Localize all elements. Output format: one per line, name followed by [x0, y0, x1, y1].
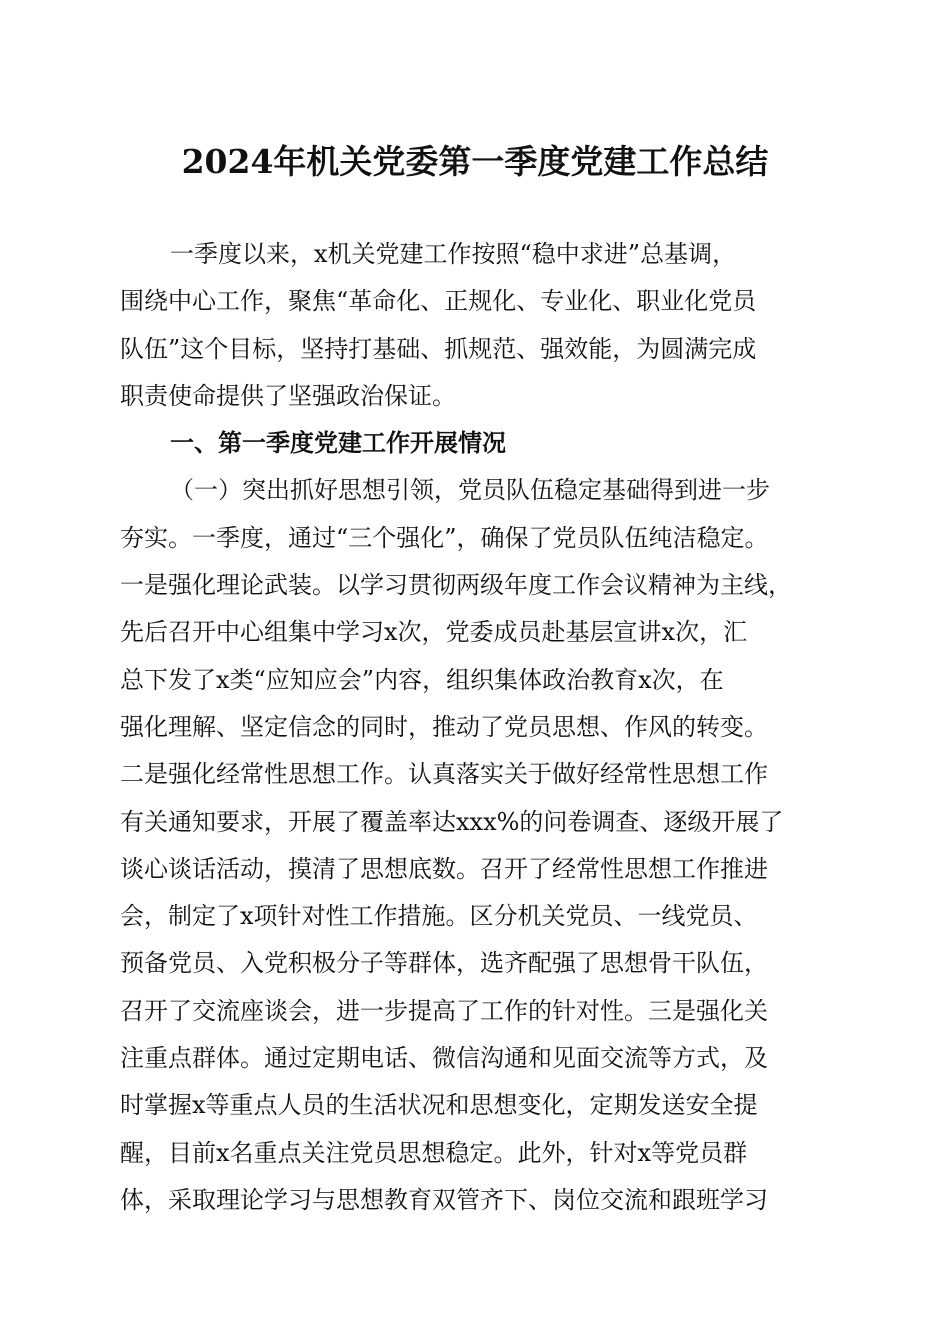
- paragraph-line: 预备党员、入党积极分子等群体，选齐配强了思想骨干队伍，: [120, 949, 768, 978]
- paragraph-line: 职责使命提供了坚强政治保证。: [120, 381, 456, 410]
- paragraph-line: 二是强化经常性思想工作。认真落实关于做好经常性思想工作: [120, 760, 768, 789]
- document-body: [120, 231, 835, 1224]
- paragraph-line: 时掌握x等重点人员的生活状况和思想变化，定期发送安全提: [120, 1091, 758, 1120]
- paragraph-line: （一）突出抓好思想引领，党员队伍稳定基础得到进一步: [170, 476, 770, 505]
- paragraph-line: 注重点群体。通过定期电话、微信沟通和见面交流等方式，及: [120, 1044, 768, 1073]
- paragraph-line: 体，采取理论学习与思想教育双管齐下、岗位交流和跟班学习: [120, 1185, 768, 1214]
- paragraph-line: 醒，目前x名重点关注党员思想稳定。此外，针对x等党员群: [120, 1138, 748, 1167]
- paragraph-line: 谈心谈话活动，摸清了思想底数。召开了经常性思想工作推进: [120, 854, 768, 883]
- paragraph-line: 一季度以来，x机关党建工作按照“稳中求进”总基调，: [170, 240, 737, 268]
- paragraph-line: 总下发了x类“应知应会”内容，组织集体政治教育x次，在: [120, 665, 724, 694]
- paragraph-line: 强化理解、坚定信念的同时，推动了党员思想、作风的转变。: [120, 712, 768, 741]
- paragraph-line: 队伍”这个目标，坚持打基础、抓规范、强效能，为圆满完成: [120, 334, 757, 363]
- paragraph-line: 一是强化理论武装。以学习贯彻两级年度工作会议精神为主线，: [120, 571, 792, 600]
- section-heading: 一、第一季度党建工作开展情况: [170, 429, 506, 458]
- paragraph-line: 召开了交流座谈会，进一步提高了工作的针对性。三是强化关: [120, 996, 768, 1025]
- paragraph-line: 有关通知要求，开展了覆盖率达xxx%的问卷调查、逐级开展了: [120, 807, 784, 836]
- paragraph-line: 夯实。一季度，通过“三个强化”，确保了党员队伍纯洁稳定。: [120, 523, 769, 552]
- paragraph-line: 围绕中心工作，聚焦“革命化、正规化、专业化、职业化党员: [120, 287, 757, 316]
- paragraph-line: 先后召开中心组集中学习x次，党委成员赴基层宣讲x次，汇: [120, 618, 748, 647]
- document-title: 2024年机关党委第一季度党建工作总结: [181, 142, 769, 181]
- paragraph-line: 会，制定了x项针对性工作措施。区分机关党员、一线党员、: [120, 902, 758, 931]
